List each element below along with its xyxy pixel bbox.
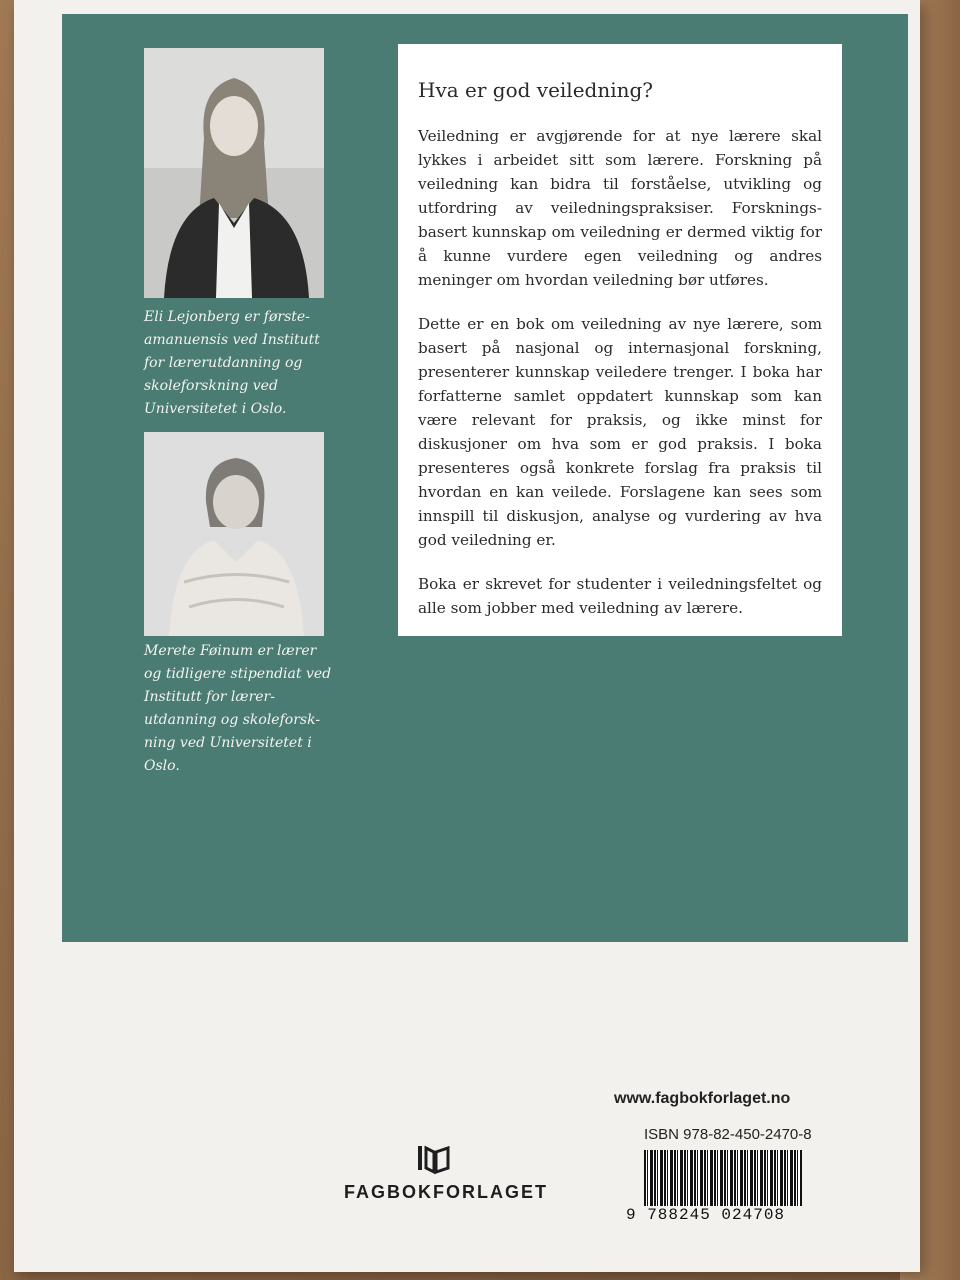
book-back-cover — [14, 0, 920, 1272]
publisher-website: www.fagbokforlaget.no — [614, 1090, 791, 1107]
publisher-logo-icon — [414, 1142, 454, 1176]
blurb-paragraph-3: Boka er skrevet for studenter i veiledningsfeltet og alle som jobber med veiledning av lærere. — [418, 575, 822, 617]
blurb-paragraph-1: Veiledning er avgjørende for at nye lærere skal lykkes i arbeidet sitt som lærere. Forskning på veiledning kan bidra til forståelse, utvikling og utfordring av veiledningspraksiser. Forsknings-basert kunnskap om veiledning er dermed viktig for å kunne vurdere egen veiledning og andres meninger om hvordan veiledning bør utføres. — [418, 127, 822, 289]
author-photo-merete — [144, 432, 324, 636]
blurb-box — [398, 44, 842, 636]
publisher-name: FAGBOKFORLAGET — [344, 1182, 548, 1202]
blurb-paragraph-2: Dette er en bok om veiledning av nye lærere, som basert på nasjonal og internasjonal forskning, presenterer kunnskap veiledere trenger. I boka har forfatterne samlet oppdatert kunnskap som kan være relevant for praksis, og ikke minst for diskusjoner om hva som er god praksis. I boka presenteres også konkrete forslag fra praksis til hvordan en kan veilede. Forslagene kan sees som innspill til diskusjon, analyse og vurdering av hva god veiledning er. — [418, 315, 822, 549]
barcode-number: 9 788245 024708 — [626, 1206, 786, 1224]
teal-panel — [62, 14, 908, 942]
author2-caption: Merete Føinum er lærer og tidligere stipendiat ved Institutt for lærer-utdanning og skoleforsk-ning ved Universitetet i Oslo. — [144, 643, 332, 774]
author1-caption: Eli Lejonberg er første-amanuensis ved Institutt for lærerutdanning og skoleforskning ved Universitetet i Oslo. — [144, 309, 320, 417]
blurb-heading: Hva er god veiledning? — [418, 78, 654, 102]
isbn-text: ISBN 978-82-450-2470-8 — [644, 1126, 812, 1143]
author-photo-eli — [144, 48, 324, 298]
barcode — [644, 1150, 802, 1206]
